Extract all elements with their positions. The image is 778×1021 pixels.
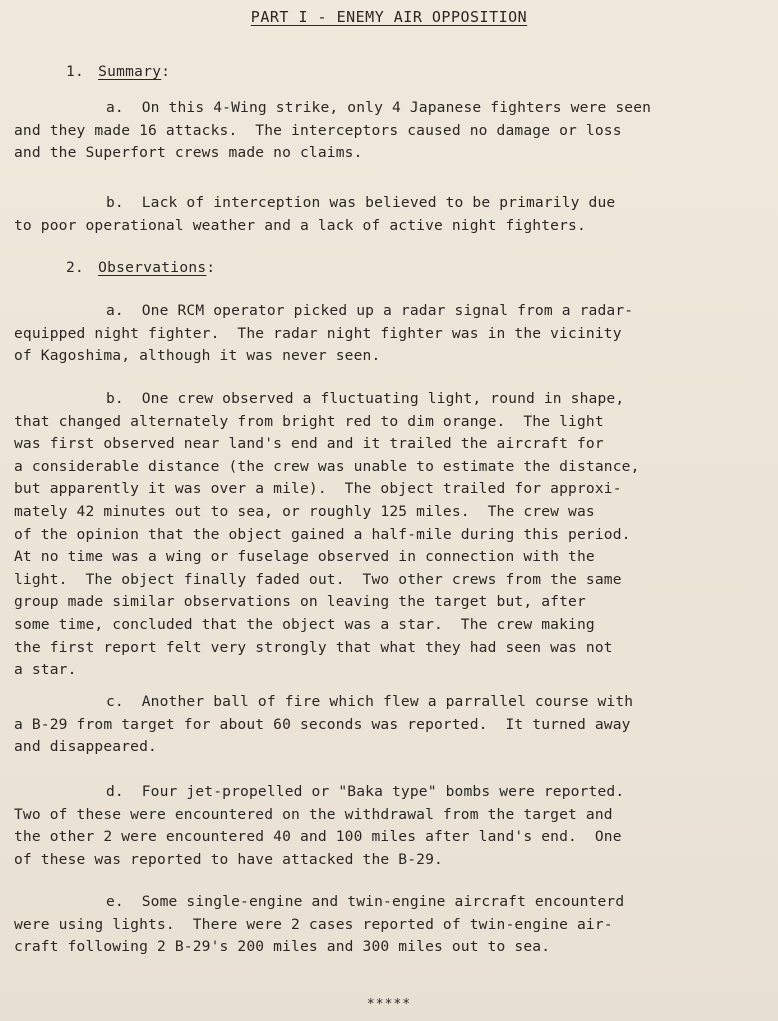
document-title: PART I - ENEMY AIR OPPOSITION — [250, 8, 528, 26]
text-line: group made similar observations on leaving the target but, after — [14, 593, 586, 611]
text-line: the first report felt very strongly that what they had seen was not — [14, 638, 613, 656]
paragraph-1b — [14, 192, 762, 237]
text-line: b. Lack of interception was believed to be primarily due — [106, 194, 616, 211]
text-line: some time, concluded that the object was a star. The crew making — [14, 615, 595, 633]
paragraph-2d — [14, 781, 762, 871]
text-line: a considerable distance (the crew was unable to estimate the distance, — [14, 457, 640, 475]
paragraph-2e — [14, 891, 762, 959]
section-number: 1. — [66, 64, 85, 80]
text-line: light. The object finally faded out. Two other crews from the same — [14, 570, 622, 588]
text-line: was first observed near land's end and it trailed the aircraft for — [14, 435, 604, 453]
text-line: to poor operational weather and a lack of active night fighters. — [14, 216, 586, 234]
section-number: 2. — [66, 260, 85, 276]
paragraph-2c — [14, 691, 762, 759]
text-line: of the opinion that the object gained a half-mile during this period. — [14, 525, 631, 543]
text-line: d. Four jet-propelled or "Baka type" bombs were reported. — [106, 783, 625, 800]
end-mark: ***** — [366, 997, 412, 1012]
text-line: a B-29 from target for about 60 seconds was reported. It turned away — [14, 715, 631, 733]
text-line: Two of these were encountered on the withdrawal from the target and — [14, 805, 613, 823]
text-line: a star. — [14, 661, 77, 679]
text-line: but apparently it was over a mile). The object trailed for approxi- — [14, 480, 622, 498]
text-line: of these was reported to have attacked the B-29. — [14, 850, 443, 868]
text-line: At no time was a wing or fuselage observed in connection with the — [14, 548, 595, 566]
text-line: e. Some single-engine and twin-engine aircraft encounterd — [106, 893, 625, 910]
text-line: equipped night fighter. The radar night fighter was in the vicinity — [14, 324, 622, 342]
text-line: were using lights. There were 2 cases reported of twin-engine air- — [14, 915, 613, 933]
text-line: and the Superfort crews made no claims. — [14, 144, 363, 162]
section-heading-observations — [66, 260, 215, 276]
section-heading-text: Summary — [98, 64, 162, 80]
section-heading-text: Observations — [98, 260, 207, 276]
text-line: b. One crew observed a fluctuating light, round in shape, — [106, 390, 625, 407]
paragraph-1a — [14, 97, 762, 165]
section-heading-colon: : — [161, 64, 171, 80]
text-line: and they made 16 attacks. The interceptors caused no damage or loss — [14, 121, 622, 139]
paragraph-2a — [14, 300, 762, 368]
text-line: c. Another ball of fire which flew a parrallel course with — [106, 693, 634, 710]
text-line: a. One RCM operator picked up a radar signal from a radar- — [106, 302, 634, 319]
section-heading-summary — [66, 64, 170, 80]
section-heading-colon: : — [206, 260, 216, 276]
text-line: the other 2 were encountered 40 and 100 miles after land's end. One — [14, 828, 622, 846]
text-line: that changed alternately from bright red to dim orange. The light — [14, 412, 604, 430]
text-line: of Kagoshima, although it was never seen. — [14, 347, 381, 365]
paragraph-2b — [14, 388, 762, 682]
text-line: craft following 2 B-29's 200 miles and 300 miles out to sea. — [14, 938, 551, 956]
text-line: a. On this 4-Wing strike, only 4 Japanese fighters were seen — [106, 99, 652, 116]
text-line: mately 42 minutes out to sea, or roughly 125 miles. The crew was — [14, 502, 595, 520]
text-line: and disappeared. — [14, 738, 157, 756]
